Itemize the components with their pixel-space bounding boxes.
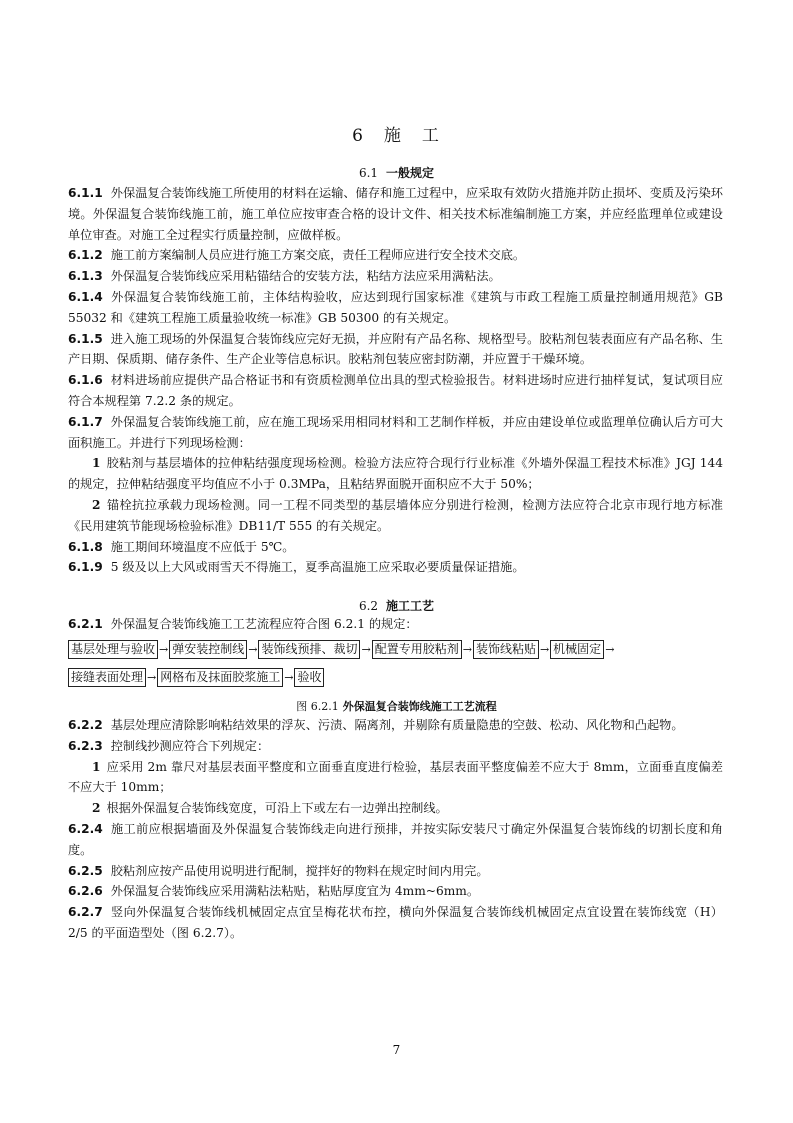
clause-6-1-5: 6.1.5 进入施工现场的外保温复合装饰线应完好无损，并应附有产品名称、规格型号。胶粘剂包装表面应有产品名称、生产日期、保质期、储存条件、生产企业等信息标识。胶粘剂包装应密封防潮，并应置于干燥环境。 [68,331,723,367]
arrow-right-icon: → [361,643,371,656]
section-title: 一般规定 [386,166,435,180]
flow-step: 基层处理与验收 [68,640,158,659]
clause-6-2-1: 6.2.1 外保温复合装饰线施工工艺流程应符合图 6.2.1 的规定： [68,617,418,631]
clause-6-1-7: 6.1.7 外保温复合装饰线施工前，应在施工现场采用相同材料和工艺制作样板，并应由建设单位或监理单位确认后方可大面积施工。并进行下列现场检测： [68,414,723,450]
arrow-right-icon: → [605,643,615,656]
clause-6-2-1-block [68,614,723,635]
list-item: 1 胶粘剂与基层墙体的拉伸粘结强度现场检测。检验方法应符合现行行业标准《外墙外保温工程技术标准》JGJ 144 的规定，拉伸粘结强度平均值应不小于 0.3MPa，且粘结界面脱开面积应不大于 50%； [68,456,723,492]
clause-6-2-2: 6.2.2 基层处理应清除影响粘结效果的浮灰、污渍、隔离剂，并剔除有质量隐患的空鼓、松动、风化物和凸起物。 [68,718,684,732]
clause-6-2-5: 6.2.5 胶粘剂应按产品使用说明进行配制，搅拌好的物料在规定时间内用完。 [68,863,489,878]
clause-6-1-1: 6.1.1 外保温复合装饰线施工所使用的材料在运输、储存和施工过程中，应采取有效防火措施并防止损坏、变质及污染环境。外保温复合装饰线施工前，施工单位应按审查合格的设计文件、相关技术标准编制施工方案，并应经监理单位或建设单位审查。对施工全过程实行质量控制，应做样板。 [68,186,723,242]
figure-caption [0,698,793,714]
clauses-6-1 [68,183,723,578]
flowchart-row-2 [68,668,324,687]
figure-title: 外保温复合装饰线施工工艺流程 [342,700,497,713]
page-number: 7 [392,1043,401,1057]
flow-step: 装饰线预排、裁切 [258,640,360,659]
figure-number: 图 6.2.1 [296,700,339,713]
list-item: 1 应采用 2m 靠尺对基层表面平整度和立面垂直度进行检验，基层表面平整度偏差不应大于 8mm，立面垂直度偏差不应大于 10mm； [68,759,723,795]
flow-step: 弹安装控制线 [169,640,247,659]
list-item: 2 锚栓抗拉承载力现场检测。同一工程不同类型的基层墙体应分别进行检测，检测方法应符合北京市现行地方标准《民用建筑节能现场检验标准》DB11/T 555 的有关规定。 [68,497,723,533]
flow-step: 网格布及抹面胶浆施工 [157,668,283,687]
arrow-right-icon: → [284,671,294,684]
clause-6-1-9: 6.1.9 5 级及以上大风或雨雪天不得施工，夏季高温施工应采取必要质量保证措施。 [68,560,525,575]
arrow-right-icon: → [159,643,169,656]
section-number: 6.1 [358,166,379,180]
arrow-right-icon: → [539,643,550,656]
clause-6-1-8: 6.1.8 施工期间环境温度不应低于 5℃。 [68,539,295,554]
flow-step: 装饰线粘贴 [473,640,539,659]
flow-step: 配置专用胶粘剂 [372,640,462,659]
section-heading-6-1 [0,164,793,181]
clause-6-2-7: 6.2.7 竖向外保温复合装饰线机械固定点宜呈梅花状布控，横向外保温复合装饰线机械固定点宜设置在装饰线宽（H）2/5 的平面造型处（图 6.2.7）。 [68,905,723,940]
clause-6-1-4: 6.1.4 外保温复合装饰线施工前，主体结构验收，应达到现行国家标准《建筑与市政工程施工质量控制通用规范》GB 55032 和《建筑工程施工质量验收统一标准》GB 50300 的有关规定。 [68,289,723,325]
section-heading-6-2 [0,597,793,614]
clause-6-1-2: 6.1.2 施工前方案编制人员应进行施工方案交底，责任工程师应进行安全技术交底。 [68,248,526,263]
arrow-right-icon: → [462,643,472,656]
flow-step: 接缝表面处理 [68,668,146,687]
clause-6-2-4: 6.2.4 施工前应根据墙面及外保温复合装饰线走向进行预排，并按实际安装尺寸确定外保温复合装饰线的切割长度和角度。 [68,821,723,857]
flowchart-row-1 [68,640,615,659]
chapter-title: 6 施 工 [352,126,441,146]
list-item: 2 根据外保温复合装饰线宽度，可沿上下或左右一边弹出控制线。 [92,801,448,816]
section-title: 施工工艺 [386,599,435,613]
flow-step: 机械固定 [550,640,604,659]
clause-6-2-3: 6.2.3 控制线抄测应符合下列规定： [68,738,270,753]
clause-6-2-6: 6.2.6 外保温复合装饰线应采用满粘法粘贴，粘贴厚度宜为 4mm~6mm。 [68,884,480,899]
arrow-right-icon: → [147,671,157,684]
flow-step: 验收 [294,668,324,687]
arrow-right-icon: → [248,643,258,656]
section-number: 6.2 [358,599,379,613]
clause-6-1-3: 6.1.3 外保温复合装饰线应采用粘锚结合的安装方法，粘结方法应采用满粘法。 [68,269,501,284]
clause-6-1-6: 6.1.6 材料进场前应提供产品合格证书和有资质检测单位出具的型式检验报告。材料进场时应进行抽样复试，复试项目应符合本规程第 7.2.2 条的规定。 [68,373,723,408]
clauses-6-2 [68,715,723,944]
